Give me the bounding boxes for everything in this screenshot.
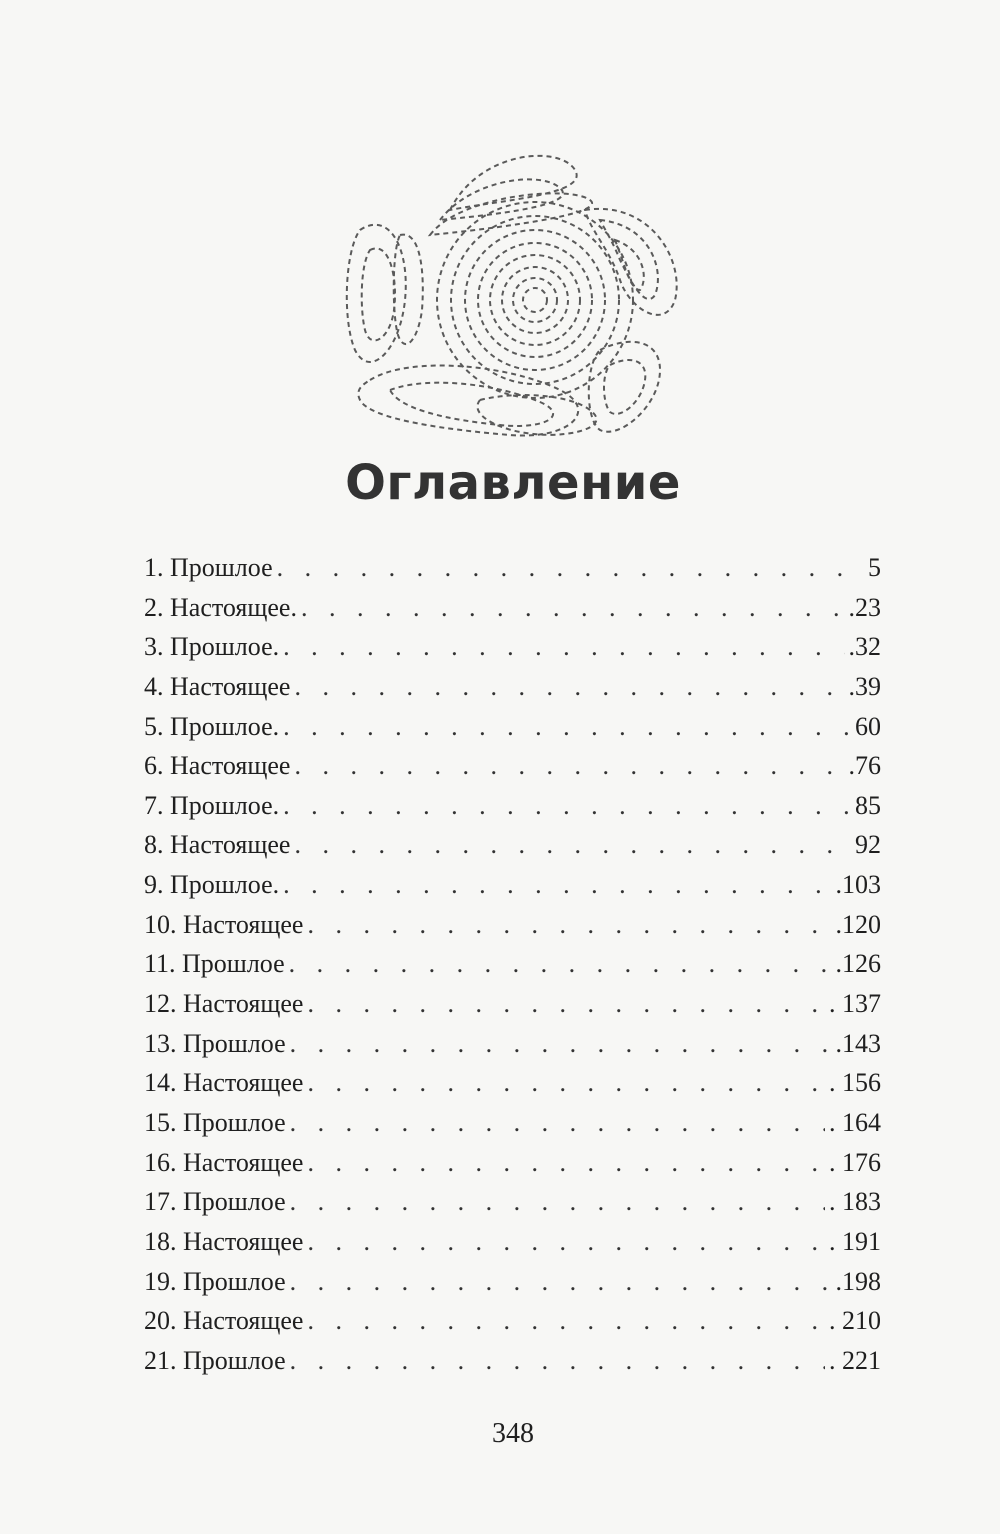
toc-entry: [144, 1341, 881, 1381]
toc-entry-label: 20. Настоящее: [144, 1306, 304, 1336]
toc-entry-page: .32: [848, 632, 881, 662]
toc-dot-leader: [307, 1063, 825, 1103]
toc-entry-label: 2. Настоящее.: [144, 592, 297, 622]
toc-entry-label: 3. Прошлое.: [144, 632, 280, 662]
toc-dot-leader: [283, 707, 851, 747]
toc-entry-page: . 137: [829, 989, 881, 1019]
toc-entry: [144, 1063, 881, 1103]
toc-entry-page: . 221: [829, 1345, 881, 1375]
toc-entry: [144, 1262, 881, 1302]
toc-entry-page: .39: [848, 671, 881, 701]
toc-entry: [144, 786, 881, 826]
page-title: Оглавление: [345, 455, 681, 511]
toc-entry: [144, 984, 881, 1024]
toc-dot-leader: [290, 1024, 832, 1064]
toc-dot-leader: [283, 627, 844, 667]
toc-dot-leader: [283, 786, 851, 826]
toc-dot-leader: [307, 905, 831, 945]
toc-dot-leader: [294, 667, 844, 707]
toc-entry-page: . 176: [829, 1147, 881, 1177]
toc-entry: [144, 825, 881, 865]
toc-entry-page: .23: [848, 592, 881, 622]
toc-dot-leader: [301, 588, 845, 628]
toc-entry-label: 6. Настоящее: [144, 751, 291, 781]
toc-entry-label: 18. Настоящее: [144, 1226, 304, 1256]
toc-dot-leader: [307, 1222, 825, 1262]
toc-entry-page: . 191: [829, 1226, 881, 1256]
toc-entry-page: .143: [835, 1028, 881, 1058]
toc-entry: [144, 865, 881, 905]
toc-dot-leader: [290, 1182, 825, 1222]
toc-entry-page: . 156: [829, 1068, 881, 1098]
toc-entry-page: .126: [835, 949, 881, 979]
toc-entry: [144, 707, 881, 747]
toc-entry-page: .103: [835, 870, 881, 900]
toc-entry-label: 10. Настоящее: [144, 909, 304, 939]
toc-entry: [144, 1182, 881, 1222]
toc-dot-leader: [289, 944, 832, 984]
toc-entry: [144, 905, 881, 945]
toc-dot-leader: [294, 825, 851, 865]
toc-dot-leader: [307, 1143, 825, 1183]
toc-entry: [144, 627, 881, 667]
toc-entry-page: .120: [835, 909, 881, 939]
toc-dot-leader: [307, 1301, 825, 1341]
toc-entry: [144, 667, 881, 707]
toc-entry-label: 9. Прошлое.: [144, 870, 280, 900]
toc-dot-leader: [307, 984, 825, 1024]
toc-entry-page: 85: [855, 790, 881, 820]
toc-entry-page: .198: [835, 1266, 881, 1296]
toc-entry: [144, 746, 881, 786]
toc-entry: [144, 1103, 881, 1143]
toc-dot-leader: [283, 865, 831, 905]
toc-dot-leader: [290, 1341, 825, 1381]
toc-entry-page: 92: [855, 830, 881, 860]
toc-entry: [144, 548, 881, 588]
dashed-spiral-ornament-icon: [330, 140, 690, 450]
toc-dot-leader: [294, 746, 844, 786]
toc-entry-label: 17. Прошлое: [144, 1187, 286, 1217]
table-of-contents: [144, 548, 881, 1380]
toc-dot-leader: [277, 548, 864, 588]
toc-entry: [144, 1301, 881, 1341]
toc-entry: [144, 1143, 881, 1183]
toc-entry: [144, 944, 881, 984]
toc-entry-label: 16. Настоящее: [144, 1147, 304, 1177]
toc-entry: [144, 1222, 881, 1262]
toc-entry-page: . 164: [829, 1107, 881, 1137]
toc-entry-label: 14. Настоящее: [144, 1068, 304, 1098]
toc-entry-label: 4. Настоящее: [144, 671, 291, 701]
toc-entry-page: 60: [855, 711, 881, 741]
toc-entry-label: 21. Прошлое: [144, 1345, 286, 1375]
toc-entry-label: 11. Прошлое: [144, 949, 285, 979]
toc-entry-page: . 210: [829, 1306, 881, 1336]
toc-entry: [144, 588, 881, 628]
toc-entry-label: 12. Настоящее: [144, 989, 304, 1019]
toc-entry-label: 8. Настоящее: [144, 830, 291, 860]
toc-entry-label: 19. Прошлое: [144, 1266, 286, 1296]
toc-entry-label: 13. Прошлое: [144, 1028, 286, 1058]
toc-entry-page: . 183: [829, 1187, 881, 1217]
toc-entry-label: 1. Прошлое: [144, 553, 273, 582]
toc-entry-page: .76: [848, 751, 881, 781]
toc-entry-label: 5. Прошлое.: [144, 711, 280, 741]
toc-dot-leader: [290, 1103, 825, 1143]
toc-entry-label: 7. Прошлое.: [144, 790, 280, 820]
toc-entry-label: 15. Прошлое: [144, 1107, 286, 1137]
toc-entry: [144, 1024, 881, 1064]
toc-entry-page: 5: [868, 553, 881, 582]
toc-dot-leader: [290, 1262, 832, 1302]
page-number: 348: [492, 1418, 534, 1449]
